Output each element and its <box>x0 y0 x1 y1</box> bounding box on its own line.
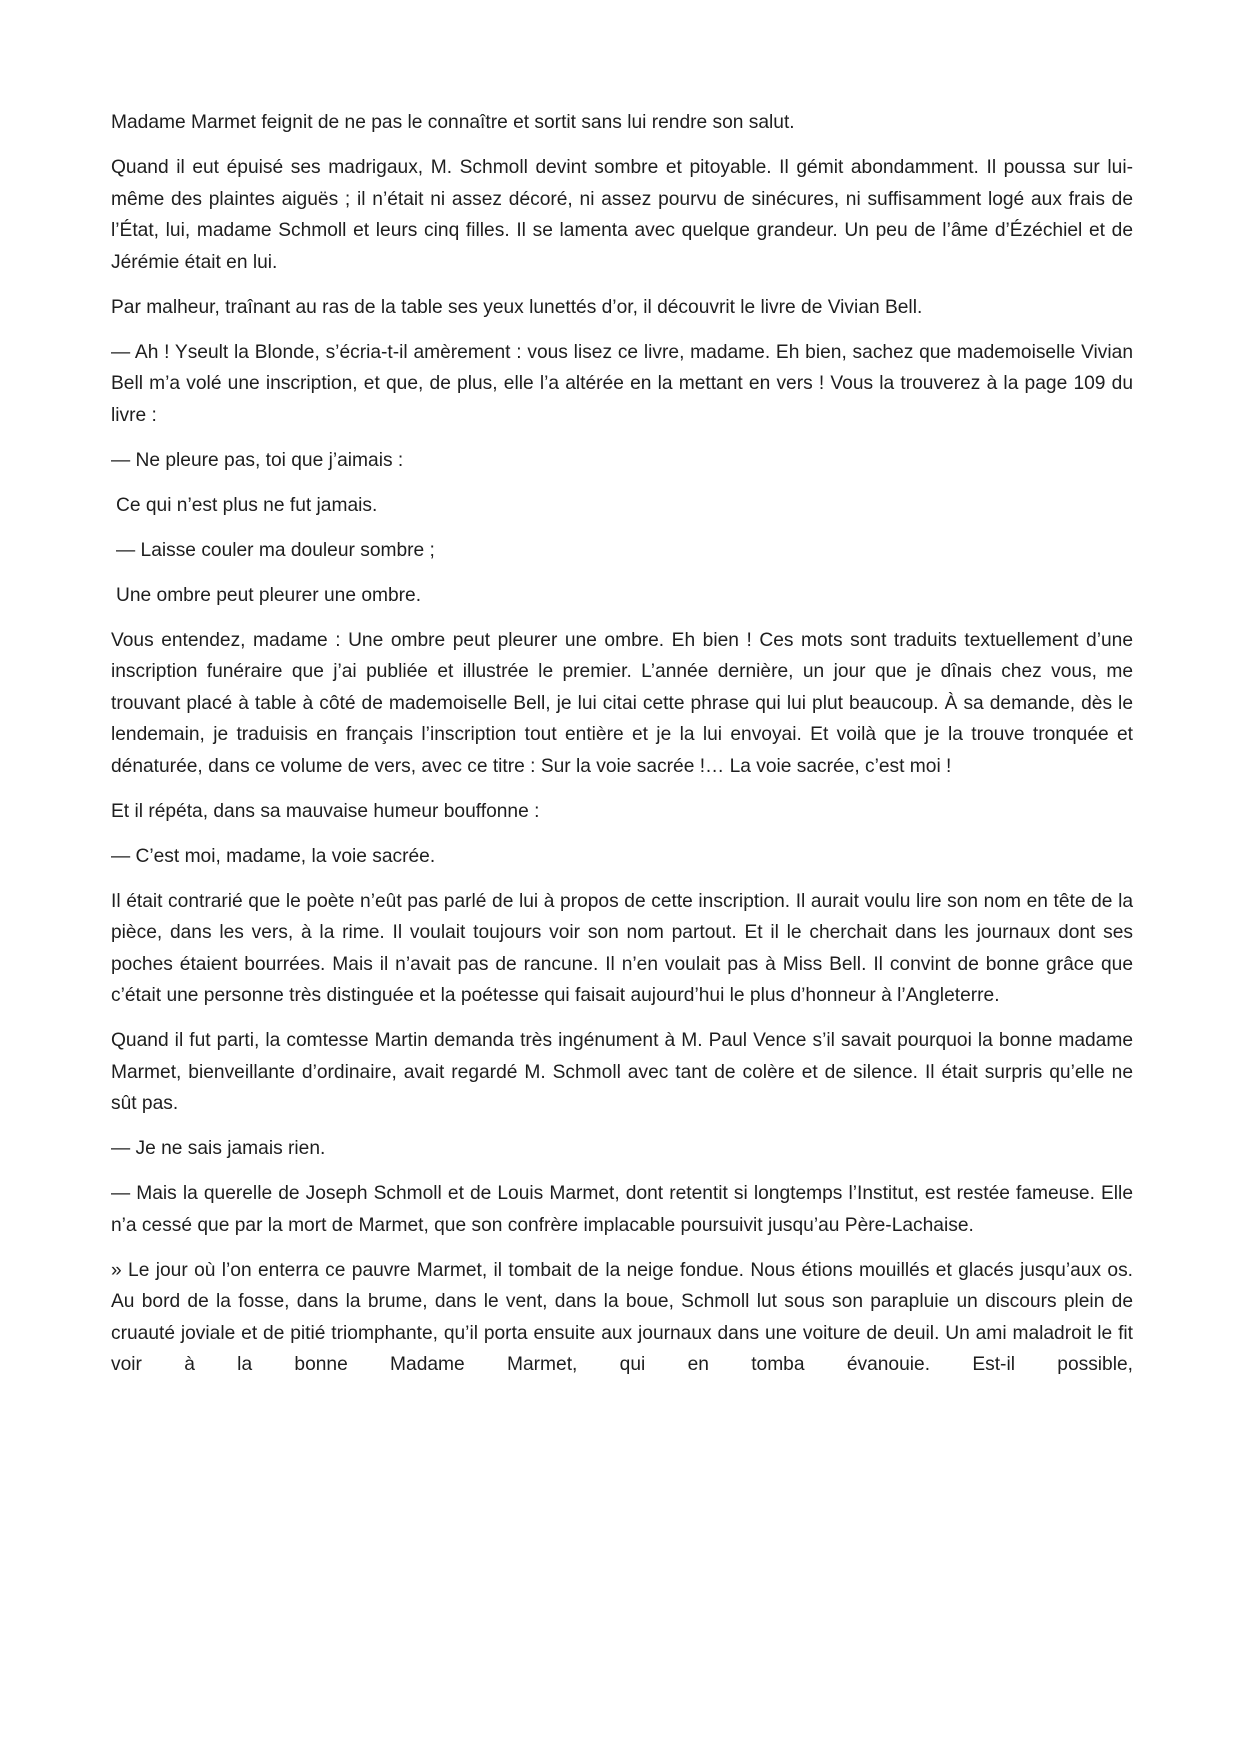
paragraph-3: Par malheur, traînant au ras de la table ses yeux lunettés d’or, il découvrit le livre de Vivian Bell. <box>111 296 923 318</box>
paragraph-11: — Mais la querelle de Joseph Schmoll et de Louis Marmet, dont retentit si longtemps l’Institut, est restée fameuse. Elle n’a cessé que par la mort de Marmet, que son confrère implacable poursuivit jusqu’au Père-Lachaise. <box>111 1183 1133 1236</box>
paragraph-4: — Ah ! Yseult la Blonde, s’écria-t-il amèrement : vous lisez ce livre, madame. Eh bien, sachez que mademoiselle Vivian Bell m’a volé une inscription, et que, de plus, elle l’a altérée en la mettant en vers ! Vous la trouverez à la page 109 du livre : <box>111 341 1133 426</box>
verse-line-3: — Laisse couler ma douleur sombre ; <box>116 539 435 561</box>
verse-line-4: Une ombre peut pleurer une ombre. <box>116 584 422 606</box>
paragraph-9: Quand il fut parti, la comtesse Martin demanda très ingénument à M. Paul Vence s’il savait pourquoi la bonne madame Marmet, bienveillante d’ordinaire, avait regardé M. Schmoll avec tant de colère et de silence. Il était surpris qu’elle ne sût pas. <box>111 1030 1133 1114</box>
verse-line-1: — Ne pleure pas, toi que j’aimais : <box>111 449 404 471</box>
paragraph-5: Vous entendez, madame : Une ombre peut pleurer une ombre. Eh bien ! Ces mots sont traduits textuellement d’une inscription funéraire que j’ai publiée et illustrée le premier. L’année dernière, un jour que je dînais chez vous, me trouvant placé à table à côté de mademoiselle Bell, je lui citai cette phrase qui lui plut beaucoup. À sa demande, dès le lendemain, je traduisis en français l’inscription tout entière et je la lui envoyai. Et voilà que je la trouve tronquée et dénaturée, dans ce volume de vers, avec ce titre : Sur la voie sacrée !… La voie sacrée, c’est moi ! <box>111 629 1133 777</box>
paragraph-1: Madame Marmet feignit de ne pas le connaître et sortit sans lui rendre son salut. <box>111 112 795 133</box>
paragraph-8: Il était contrarié que le poète n’eût pas parlé de lui à propos de cette inscription. Il aurait voulu lire son nom en tête de la pièce, dans les vers, à la rime. Il voulait toujours voir son nom partout. Et il le cherchait dans les journaux dont ses poches étaient bourrées. Mais il n’avait pas de rancune. Il n’en voulait pas à Miss Bell. Il convint de bonne grâce que c’était une personne très distinguée et la poétesse qui faisait aujourd’hui le plus d’honneur à l’Angleterre. <box>111 890 1133 1006</box>
paragraph-12: » Le jour où l’on enterra ce pauvre Marmet, il tombait de la neige fondue. Nous étions mouillés et glacés jusqu’aux os. Au bord de la fosse, dans la brume, dans le vent, dans la boue, Schmoll lut sous son parapluie un discours plein de cruauté joviale et de pitié triomphante, qu’il porta ensuite aux journaux dans une voiture de deuil. Un ami maladroit le fit voir à la bonne Madame Marmet, qui en tomba évanouie. Est-il possible, <box>111 1259 1133 1375</box>
paragraph-7: — C’est moi, madame, la voie sacrée. <box>111 845 436 867</box>
paragraph-6: Et il répéta, dans sa mauvaise humeur bouffonne : <box>111 800 540 822</box>
paragraph-10: — Je ne sais jamais rien. <box>111 1138 326 1159</box>
verse-line-2: Ce qui n’est plus ne fut jamais. <box>116 494 378 516</box>
paragraph-2: Quand il eut épuisé ses madrigaux, M. Schmoll devint sombre et pitoyable. Il gémit abondamment. Il poussa sur lui-même des plaintes aiguës ; il n’était ni assez décoré, ni assez pourvu de sinécures, ni suffisamment logé aux frais de l’État, lui, madame Schmoll et leurs cinq filles. Il se lamenta avec quelque grandeur. Un peu de l’âme d’Ézéchiel et de Jérémie était en lui. <box>111 157 1133 273</box>
document-page <box>111 107 1133 1394</box>
